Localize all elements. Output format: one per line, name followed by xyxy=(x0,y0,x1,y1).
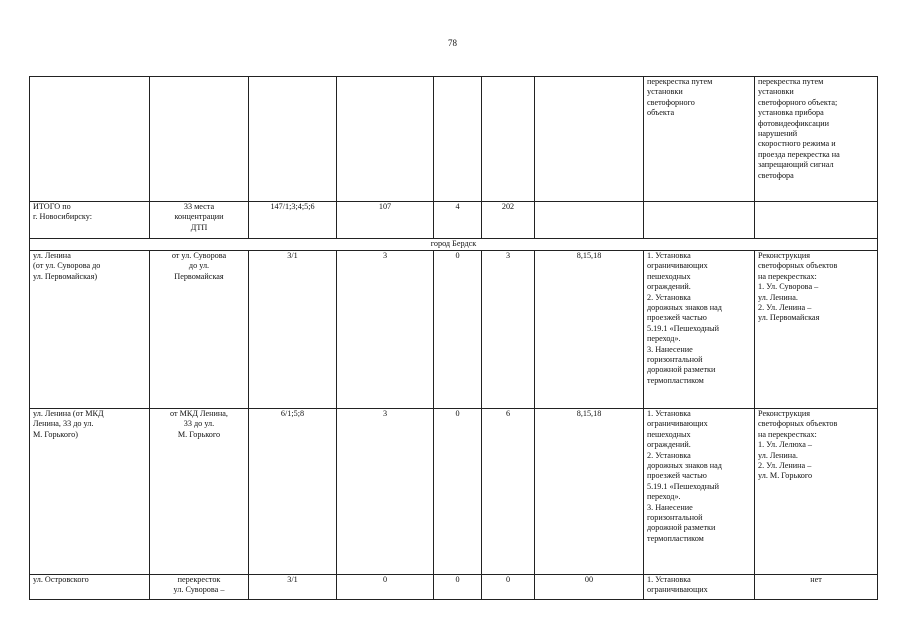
cell-reconstruction xyxy=(755,202,878,239)
cell-injured: 6 xyxy=(482,409,535,575)
cell-killed: 0 xyxy=(337,575,434,600)
cell-reconstruction: перекрестка путем установки светофорного объекта; установка прибора фотовидеофиксации нарушений скоростного режима и проезда перекрестка на запрещающий сигнал светофора xyxy=(755,77,878,202)
cell-accidents: 3/1 xyxy=(249,575,337,600)
cell-col5 xyxy=(434,77,482,202)
cell-killed: 107 xyxy=(337,202,434,239)
cell-reconstruction: Реконструкция светофорных объектов на перекрестках: 1. Ул. Суворова – ул. Ленина. 2. Ул. Ленина – ул. Первомайская xyxy=(755,251,878,409)
cell-reconstruction: Реконструкция светофорных объектов на перекрестках: 1. Ул. Лелюха – ул. Ленина. 2. Ул. Ленина – ул. М. Горького xyxy=(755,409,878,575)
cell-location: от МКД Ленина, 33 до ул. М. Горького xyxy=(150,409,249,575)
cell-col5: 4 xyxy=(434,202,482,239)
cell-killed: 3 xyxy=(337,409,434,575)
cell-location: перекресток ул. Суворова – xyxy=(150,575,249,600)
cell-street: ул. Ленина (от ул. Суворова до ул. Первомайская) xyxy=(30,251,150,409)
dtp-measures-table xyxy=(29,76,878,600)
table-row xyxy=(30,251,878,409)
table-row-total xyxy=(30,202,878,239)
cell-measures: 1. Установка ограничивающих xyxy=(644,575,755,600)
table-row xyxy=(30,575,878,600)
cell-accidents: 3/1 xyxy=(249,251,337,409)
page-number: 78 xyxy=(448,38,457,48)
cell-injured: 3 xyxy=(482,251,535,409)
cell-factors: 8,15,18 xyxy=(535,409,644,575)
cell-col5: 0 xyxy=(434,575,482,600)
cell-measures: перекрестка путем установки светофорного объекта xyxy=(644,77,755,202)
cell-accidents xyxy=(249,77,337,202)
cell-injured: 202 xyxy=(482,202,535,239)
cell-location xyxy=(150,77,249,202)
cell-measures xyxy=(644,202,755,239)
cell-street: ул. Островского xyxy=(30,575,150,600)
cell-factors: 8,15,18 xyxy=(535,251,644,409)
cell-location: от ул. Суворова до ул. Первомайская xyxy=(150,251,249,409)
cell-measures: 1. Установка ограничивающих пешеходных ограждений. 2. Установка дорожных знаков над проезжей частью 5.19.1 «Пешеходный переход». 3. Нанесение горизонтальной дорожной разметки термопластиком xyxy=(644,409,755,575)
cell-injured xyxy=(482,77,535,202)
cell-street: ИТОГО по г. Новосибирску: xyxy=(30,202,150,239)
cell-accidents: 6/1;5;8 xyxy=(249,409,337,575)
cell-factors: 00 xyxy=(535,575,644,600)
cell-killed xyxy=(337,77,434,202)
cell-factors xyxy=(535,202,644,239)
table-row xyxy=(30,409,878,575)
cell-col5: 0 xyxy=(434,251,482,409)
cell-location: 33 места концентрации ДТП xyxy=(150,202,249,239)
section-title-berdsk: город Бердск xyxy=(30,239,878,251)
cell-reconstruction: нет xyxy=(755,575,878,600)
table-section-row xyxy=(30,239,878,251)
cell-injured: 0 xyxy=(482,575,535,600)
cell-measures: 1. Установка ограничивающих пешеходных ограждений. 2. Установка дорожных знаков над проезжей частью 5.19.1 «Пешеходный переход». 3. Нанесение горизонтальной дорожной разметки термопластиком xyxy=(644,251,755,409)
cell-killed: 3 xyxy=(337,251,434,409)
cell-street: ул. Ленина (от МКД Ленина, 33 до ул. М. Горького) xyxy=(30,409,150,575)
cell-street xyxy=(30,77,150,202)
cell-accidents: 147/1;3;4;5;6 xyxy=(249,202,337,239)
table-row-continuation xyxy=(30,77,878,202)
cell-col5: 0 xyxy=(434,409,482,575)
cell-factors xyxy=(535,77,644,202)
